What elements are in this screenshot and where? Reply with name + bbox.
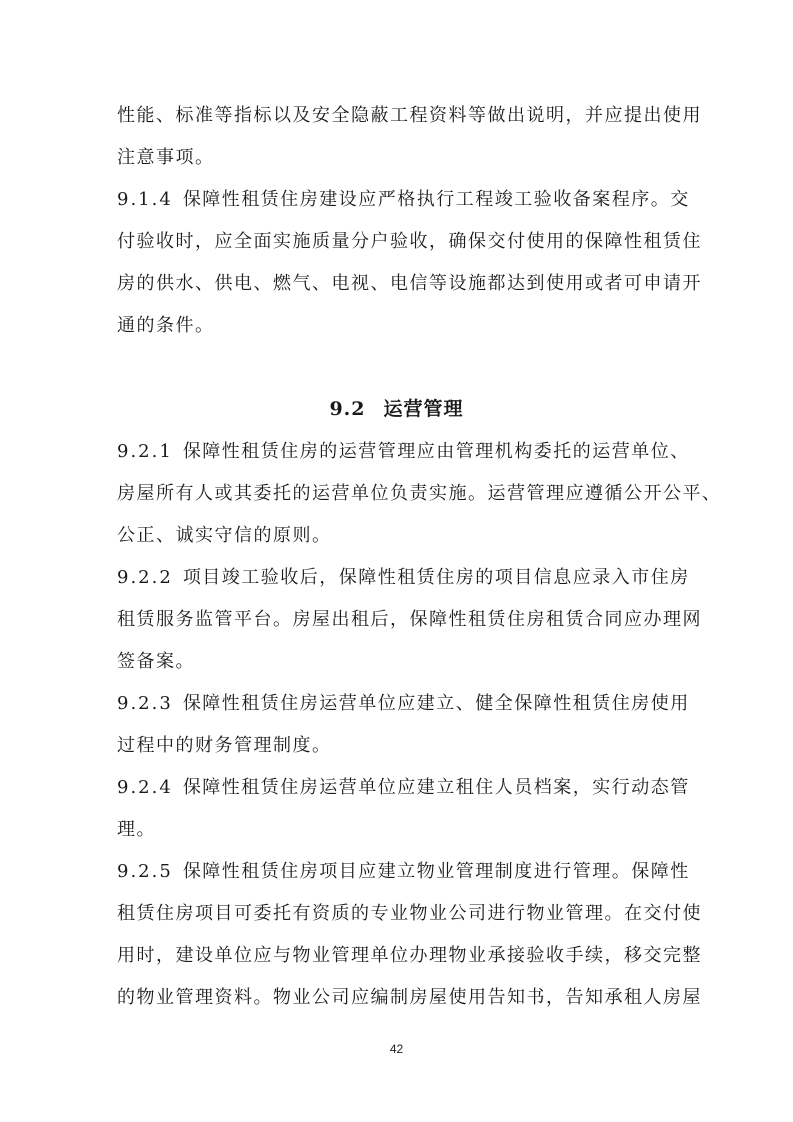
- clause-9-2-3-line-1: [117, 692, 690, 716]
- continuation-line-1: 性能、标准等指标以及安全隐蔽工程资料等做出说明，并应提出使用: [117, 105, 702, 126]
- clause-number: 9.2.5: [117, 861, 173, 882]
- section-heading: [0, 396, 793, 422]
- clause-9-1-4-line-4: 通的条件。: [117, 315, 215, 336]
- clause-number: 9.2.3: [117, 693, 173, 714]
- clause-9-1-4-line-1: [117, 188, 690, 212]
- continuation-line-2: 注意事项。: [117, 147, 215, 168]
- clause-9-2-2-line-1: [117, 566, 690, 590]
- clause-text: 保障性租赁住房建设应严格执行工程竣工验收备案程序。交: [182, 189, 690, 210]
- clause-number: 9.2.4: [117, 777, 173, 798]
- clause-9-2-5-line-4: 的物业管理资料。物业公司应编制房屋使用告知书，告知承租人房屋: [117, 987, 702, 1008]
- clause-9-1-4-line-2: 付验收时，应全面实施质量分户验收，确保交付使用的保障性租赁住: [117, 231, 702, 252]
- clause-text: 保障性租赁住房项目应建立物业管理制度进行管理。保障性: [182, 861, 690, 882]
- clause-number: 9.1.4: [117, 189, 173, 210]
- clause-text: 保障性租赁住房运营单位应建立、健全保障性租赁住房使用: [182, 693, 690, 714]
- clause-9-2-1-line-2: 房屋所有人或其委托的运营单位负责实施。运营管理应遵循公开公平、: [117, 483, 722, 504]
- clause-9-2-4-line-2: 理。: [117, 819, 156, 840]
- clause-9-2-5-line-2: 租赁住房项目可委托有资质的专业物业公司进行物业管理。在交付使: [117, 903, 702, 924]
- clause-9-2-3-line-2: 过程中的财务管理制度。: [117, 735, 332, 756]
- clause-text: 保障性租赁住房运营单位应建立租住人员档案，实行动态管: [182, 777, 690, 798]
- clause-number: 9.2.2: [117, 567, 173, 588]
- page-number: 42: [389, 1042, 404, 1056]
- section-title: 运营管理: [383, 398, 464, 420]
- clause-9-2-2-line-3: 签备案。: [117, 651, 195, 672]
- clause-9-2-5-line-3: 用时，建设单位应与物业管理单位办理物业承接验收手续，移交完整: [117, 945, 702, 966]
- clause-9-2-2-line-2: 租赁服务监管平台。房屋出租后，保障性租赁住房租赁合同应办理网: [117, 609, 702, 630]
- clause-9-2-5-line-1: [117, 860, 690, 884]
- clause-number: 9.2.1: [117, 441, 173, 462]
- clause-9-2-1-line-3: 公正、诚实守信的原则。: [117, 525, 332, 546]
- clause-9-1-4-line-3: 房的供水、供电、燃气、电视、电信等设施都达到使用或者可申请开: [117, 273, 702, 294]
- clause-9-2-4-line-1: [117, 776, 690, 800]
- clause-text: 保障性租赁住房的运营管理应由管理机构委托的运营单位、: [182, 441, 690, 462]
- clause-text: 项目竣工验收后，保障性租赁住房的项目信息应录入市住房: [182, 567, 690, 588]
- section-number: 9.2: [329, 398, 366, 420]
- clause-9-2-1-line-1: [117, 440, 690, 464]
